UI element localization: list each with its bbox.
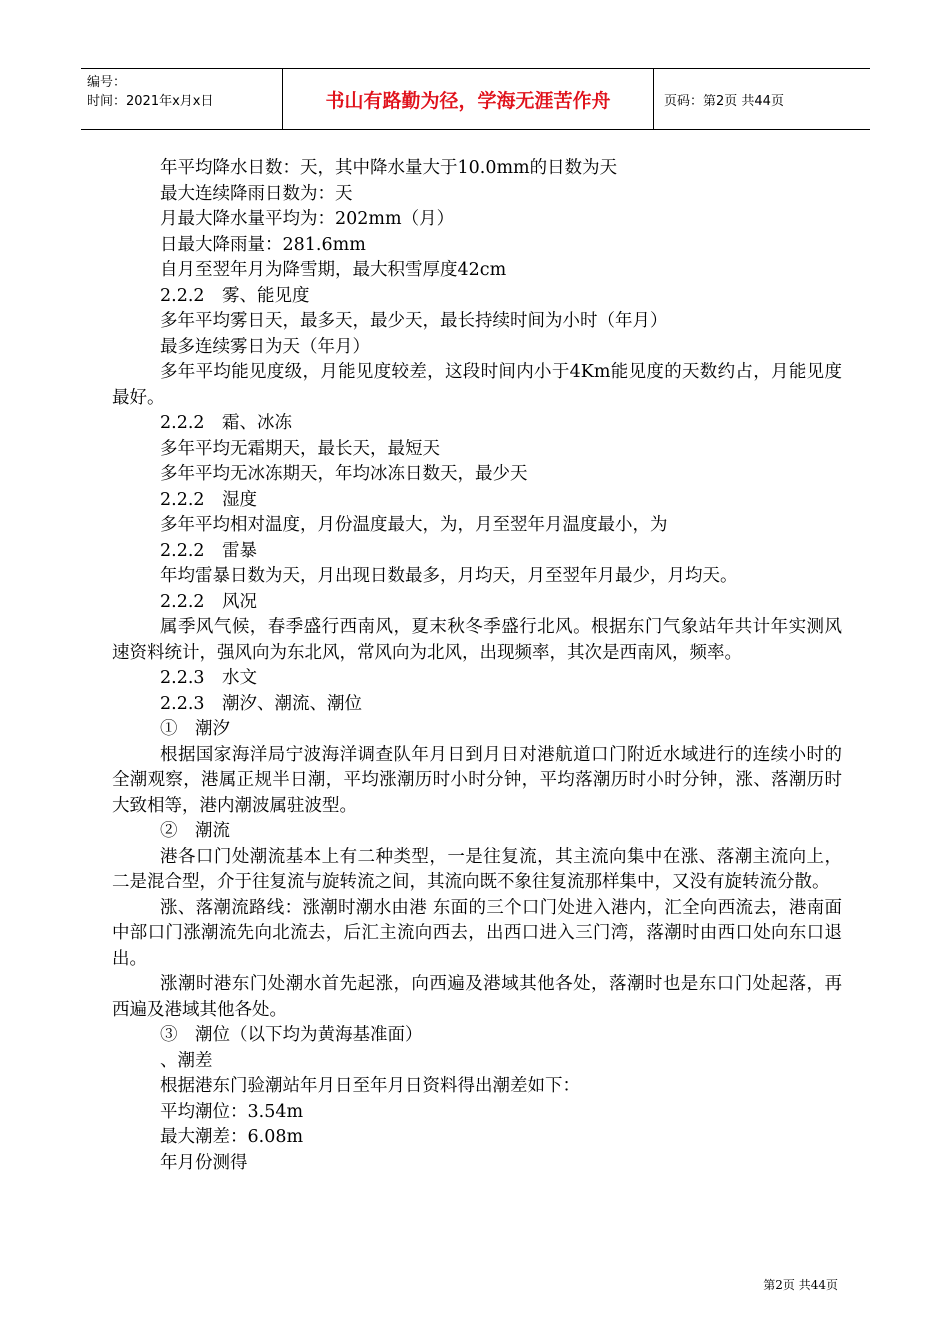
paragraph: 多年平均无冰冻期天，年均冰冻日数天，最少天 <box>160 464 528 484</box>
paragraph: 平均潮位：3.54m <box>160 1101 304 1122</box>
paragraph: 最大潮差：6.08m <box>160 1127 304 1147</box>
section-heading: 2.2.2 雾、能见度 <box>160 285 310 306</box>
subsection-heading: ② 潮流 <box>160 821 230 841</box>
paragraph: 根据国家海洋局宁波海洋调查队年月日到月日对港航道口门附近水域进行的连续小时的全潮观察，港属正规半日潮，平均涨潮历时小时分钟，平均落潮历时小时分钟，涨、落潮历时大致相等，港内潮波属驻波型。 <box>112 744 842 816</box>
header-motto: 书山有路勤为径，学海无涯苦作舟 <box>283 69 654 129</box>
section-heading: 2.2.2 风况 <box>160 591 258 612</box>
subsection-heading: ① 潮汐 <box>160 719 230 739</box>
paragraph: 多年平均无霜期天，最长天，最短天 <box>160 438 440 459</box>
header-number-label: 编号： <box>87 75 127 90</box>
paragraph: 年月份测得 <box>160 1152 248 1173</box>
header-page-info: 页码：第2页 共44页 <box>664 93 784 109</box>
header-info-cell <box>81 69 283 129</box>
paragraph: 最大连续降雨日数为：天 <box>160 183 353 204</box>
paragraph: 涨、落潮流路线：涨潮时潮水由港 东面的三个口门处进入港内，汇全向西流去，港南面中部口门涨潮流先向北流去，后汇主流向西去，出西口进入三门湾，落潮时由西口处向东口退出。 <box>112 897 842 969</box>
page-header <box>81 68 870 130</box>
subsection-heading: ③ 潮位（以下均为黄海基准面） <box>160 1025 423 1045</box>
paragraph: 自月至翌年月为降雪期，最大积雪厚度42cm <box>160 260 507 280</box>
section-heading: 2.2.2 雷暴 <box>160 540 258 561</box>
paragraph: 年均雷暴日数为天，月出现日数最多，月均天，月至翌年月最少，月均天。 <box>160 566 738 586</box>
paragraph: 日最大降雨量：281.6mm <box>160 234 366 255</box>
paragraph: 多年平均雾日天，最多天，最少天，最长持续时间为小时（年月） <box>160 311 668 331</box>
section-heading: 2.2.2 霜、冰冻 <box>160 413 293 433</box>
paragraph: 多年平均能见度级，月能见度较差，这段时间内小于4Km能见度的天数约占，月能见度最好。 <box>112 362 842 408</box>
page-footer: 第2页 共44页 <box>763 1278 838 1292</box>
paragraph: 月最大降水量平均为：202mm（月） <box>160 209 455 229</box>
paragraph: 多年平均相对温度，月份温度最大，为，月至翌年月温度最小，为 <box>160 515 668 535</box>
paragraph: 涨潮时港东门处潮水首先起涨，向西遍及港域其他各处，落潮时也是东口门处起落，再西遍及港域其他各处。 <box>112 974 842 1020</box>
section-heading: 2.2.3 水文 <box>160 668 258 688</box>
paragraph: 根据港东门验潮站年月日至年月日资料得出潮差如下： <box>160 1076 580 1096</box>
section-heading: 2.2.3 潮汐、潮流、潮位 <box>160 693 363 714</box>
paragraph: 、潮差 <box>160 1050 213 1071</box>
paragraph: 属季风气候，春季盛行西南风，夏末秋冬季盛行北风。根据东门气象站年共计年实测风速资料统计，强风向为东北风，常风向为北风，出现频率，其次是西南风，频率。 <box>112 617 842 663</box>
document-body <box>112 156 842 1176</box>
header-time-label: 时间：2021年x月x日 <box>87 94 214 109</box>
section-heading: 2.2.2 湿度 <box>160 489 258 510</box>
paragraph: 港各口门处潮流基本上有二种类型，一是往复流，其主流向集中在涨、落潮主流向上，二是混合型，介于往复流与旋转流之间，其流向既不象往复流那样集中，又没有旋转流分散。 <box>112 846 842 892</box>
paragraph: 最多连续雾日为天（年月） <box>160 336 370 357</box>
paragraph: 年平均降水日数：天，其中降水量大于10.0mm的日数为天 <box>160 158 618 178</box>
